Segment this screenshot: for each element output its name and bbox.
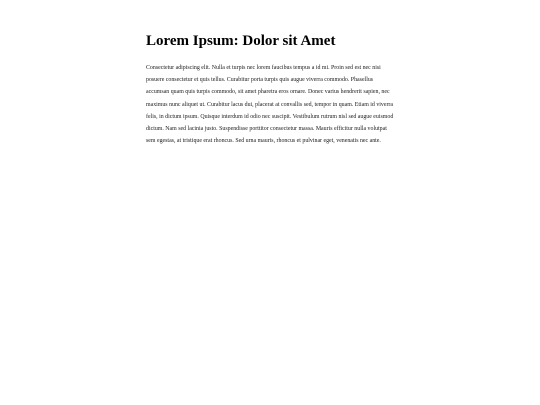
body-paragraph: Consectetur adipiscing elit. Nulla et turpis nec lorem faucibus tempus a id mi. Proin sed est nec nisi posuere consectetur et quis tellus. Curabitur porta turpis quis augue viverra commodo. Phasellus accumsan quam quis turpis commodo, sit amet pharetra eros ornare. Donec varius hendrerit sapien, nec maximus nunc aliquet ut. Curabitur lacus dui, placerat at convallis sed, tempor in quam. Etiam id viverra felis, in dictum ipsum. Quisque interdum id odio nec suscipit. Vestibulum rutrum nisl sed augue euismod dictum. Nam sed lacinia justo. Suspendisse porttitor consectetur massa. Mauris efficitur nulla volutpat sem egestas, at tristique erat rhoncus. Sed urna mauris, rhoncus et pulvinar eget, venenatis nec ante. [146,65,394,145]
document-content [146,31,394,147]
document-title: Lorem Ipsum: Dolor sit Amet [146,33,336,49]
